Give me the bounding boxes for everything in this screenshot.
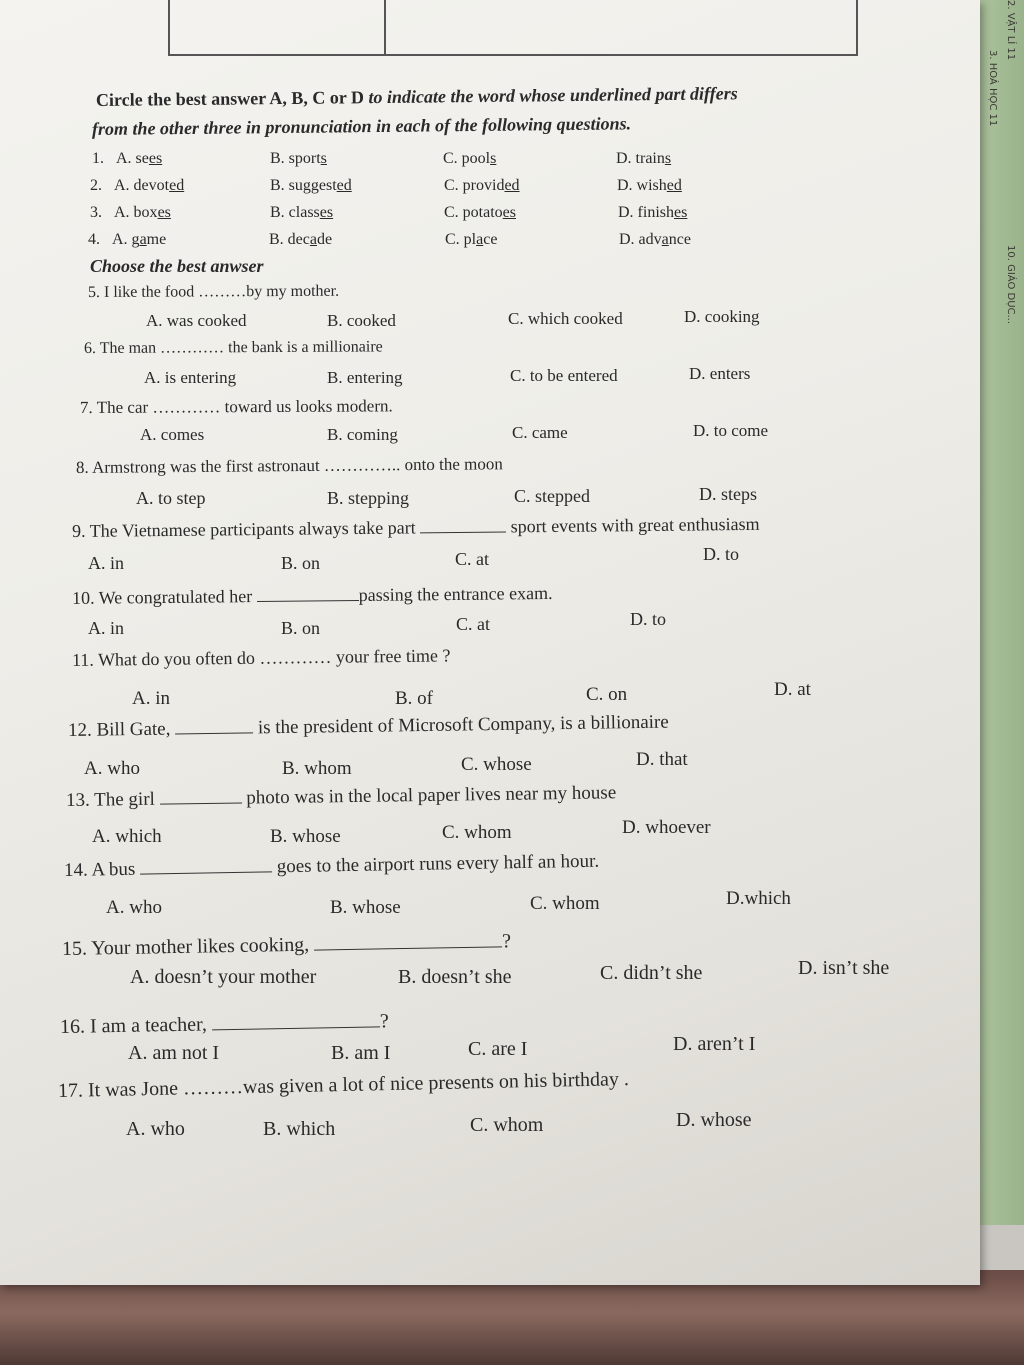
answer-option[interactable]: A. comes (140, 425, 205, 444)
answer-option[interactable]: D. enters (689, 364, 751, 384)
question-stem: 11. What do you often do ………… your free time ? (71, 645, 451, 670)
answer-option[interactable]: D. at (774, 679, 811, 700)
answer-option[interactable]: B. whom (282, 758, 352, 779)
answer-option[interactable]: C. at (456, 614, 490, 634)
side-tab-label-2: 3. HOÁ HỌC 11 (987, 50, 998, 127)
answer-option[interactable]: C. whom (442, 822, 512, 843)
underlined-part: ed (666, 177, 682, 194)
answer-option[interactable]: C. on (586, 684, 628, 705)
answer-blank[interactable]: ………….. (323, 455, 405, 475)
underlined-part: ed (504, 177, 520, 194)
answer-blank[interactable] (159, 784, 241, 805)
question-stem: 14. A bus goes to the airport runs every half an hour. (63, 850, 600, 881)
answer-option[interactable]: B. which (263, 1118, 336, 1140)
underlined-part: es (157, 204, 171, 221)
header-box-divider (384, 0, 386, 54)
section1-heading-italic: to indicate the word whose underlined part differs (363, 83, 738, 108)
answer-option[interactable]: A. who (126, 1118, 185, 1140)
answer-option[interactable]: A. to step (136, 488, 206, 508)
pronunciation-option[interactable]: D. advance (619, 231, 691, 248)
answer-option[interactable]: C. didn’t she (600, 962, 703, 984)
pronunciation-option[interactable]: B. suggested (270, 177, 352, 194)
question-stem: 15. Your mother likes cooking, ? (62, 926, 512, 961)
question-stem: 17. It was Jone ………was given a lot of nice presents on his birthday . (57, 1068, 630, 1102)
pronunciation-option[interactable]: C. provided (444, 177, 520, 194)
underlined-part: ed (169, 177, 185, 194)
question-stem: 9. The Vietnamese participants always take part sport events with great enthusiasm (71, 513, 760, 541)
answer-option[interactable]: B. on (281, 553, 321, 573)
answer-option[interactable]: B. doesn’t she (398, 966, 512, 988)
answer-blank[interactable]: ……… (198, 283, 247, 301)
pronunciation-question-number: 4. (88, 231, 100, 248)
pronunciation-option[interactable]: A. sees (116, 150, 163, 167)
question-stem: 7. The car ………… toward us looks modern. (79, 396, 393, 417)
pronunciation-option[interactable]: A. devoted (114, 177, 185, 194)
question-stem: 12. Bill Gate, is the president of Microsoft Company, is a billionaire (67, 711, 669, 741)
answer-option[interactable]: D. aren’t I (673, 1033, 756, 1055)
answer-option[interactable]: D. cooking (684, 307, 760, 327)
question-stem: 5. I like the food ………by my mother. (87, 282, 340, 301)
underlined-part: a (309, 231, 317, 248)
answer-blank[interactable] (212, 1006, 380, 1030)
answer-option[interactable]: C. at (455, 549, 489, 569)
underlined-part: a (661, 231, 669, 248)
answer-blank[interactable]: ………… (259, 646, 337, 668)
answer-option[interactable]: C. whose (461, 754, 532, 775)
side-tab-label-3: 10. GIÁO DỤC... (1005, 245, 1016, 325)
underlined-part: es (502, 204, 516, 221)
answer-option[interactable]: A. which (92, 826, 162, 847)
pronunciation-question-number: 1. (92, 150, 104, 167)
answer-option[interactable]: A. who (106, 897, 162, 918)
pronunciation-option[interactable]: D. wished (617, 177, 682, 194)
answer-option[interactable]: B. stepping (327, 488, 410, 508)
pronunciation-option[interactable]: B. sports (270, 150, 327, 167)
section1-heading-line2: from the other three in pronunciation in each of the following questions. (91, 113, 632, 139)
answer-blank[interactable]: ………… (152, 397, 225, 417)
pronunciation-option[interactable]: B. decade (269, 231, 333, 248)
section2-heading: Choose the best anwser (90, 256, 264, 276)
answer-blank[interactable] (257, 582, 359, 602)
pronunciation-question-number: 3. (90, 204, 102, 221)
question-stem: 10. We congratulated her passing the entrance exam. (71, 582, 553, 608)
answer-option[interactable]: B. am I (331, 1042, 391, 1064)
pronunciation-option[interactable]: C. place (445, 231, 498, 248)
answer-option[interactable]: D. to come (693, 421, 769, 441)
pronunciation-option[interactable]: A. game (112, 231, 167, 248)
underlined-part: s (664, 150, 672, 167)
pronunciation-option[interactable]: C. pools (443, 150, 497, 167)
answer-option[interactable]: C. which cooked (508, 309, 623, 329)
answer-option[interactable]: C. whom (530, 893, 600, 914)
answer-option[interactable]: C. came (512, 423, 568, 443)
answer-option[interactable]: B. cooked (327, 311, 396, 330)
pronunciation-question-number: 2. (90, 177, 102, 194)
pronunciation-option[interactable]: D. finishes (618, 204, 688, 221)
answer-option[interactable]: A. in (88, 553, 124, 573)
answer-option[interactable]: B. whose (330, 897, 401, 918)
section1-heading-bold: Circle the best answer A, B, C or D (95, 87, 365, 110)
answer-option[interactable]: B. coming (327, 425, 398, 444)
answer-blank[interactable] (140, 852, 272, 874)
underlined-part: ed (336, 177, 352, 194)
answer-option[interactable]: A. who (84, 758, 140, 779)
pronunciation-option[interactable]: C. potatoes (444, 204, 516, 221)
underlined-part: a (476, 231, 484, 248)
answer-option[interactable]: D. that (636, 749, 688, 770)
answer-option[interactable]: D. whose (676, 1109, 752, 1131)
answer-option[interactable]: C. whom (470, 1114, 544, 1136)
answer-blank[interactable]: ……… (182, 1076, 244, 1100)
answer-option[interactable]: A. in (88, 618, 124, 638)
underlined-part: s (490, 150, 497, 167)
pronunciation-option[interactable]: B. classes (270, 204, 334, 221)
underlined-part: es (319, 204, 334, 221)
answer-option[interactable]: B. entering (327, 368, 403, 387)
question-stem: 6. The man ………… the bank is a millionaire (83, 338, 383, 357)
answer-option[interactable]: D. isn’t she (798, 957, 890, 979)
answer-option[interactable]: D. steps (699, 484, 757, 505)
answer-blank[interactable] (175, 713, 253, 734)
answer-option[interactable]: A. doesn’t your mother (130, 966, 317, 988)
answer-option[interactable]: A. am not I (128, 1042, 220, 1064)
header-box (168, 0, 858, 56)
answer-option[interactable]: A. was cooked (146, 311, 247, 330)
underlined-part: es (148, 150, 163, 167)
question-stem: 13. The girl photo was in the local paper lives near my house (65, 782, 617, 811)
answer-option[interactable]: D. to (630, 609, 666, 629)
answer-option[interactable]: B. of (395, 688, 433, 709)
question-stem: 8. Armstrong was the first astronaut ………….. onto the moon (75, 454, 503, 477)
answer-option[interactable]: D. to (703, 544, 739, 564)
answer-option[interactable]: B. whose (270, 826, 341, 847)
question-stem: 16. I am a teacher, ? (60, 1006, 389, 1039)
answer-option[interactable]: C. are I (468, 1038, 528, 1060)
answer-option[interactable]: C. to be entered (510, 366, 618, 386)
answer-blank[interactable] (314, 926, 502, 950)
pronunciation-option[interactable]: A. boxes (114, 204, 171, 221)
answer-blank[interactable]: ………… (160, 339, 229, 357)
answer-option[interactable]: D.which (726, 888, 791, 909)
underlined-part: es (674, 204, 688, 221)
answer-blank[interactable] (420, 513, 506, 533)
side-tab-label-1: 2. VẬT LÍ 11 (1005, 0, 1016, 61)
underlined-part: s (320, 150, 327, 167)
answer-option[interactable]: C. stepped (514, 486, 590, 507)
answer-option[interactable]: B. on (281, 618, 321, 638)
answer-option[interactable]: A. is entering (144, 368, 237, 387)
answer-option[interactable]: D. whoever (622, 817, 711, 838)
section1-heading (96, 83, 738, 111)
answer-option[interactable]: A. in (132, 688, 170, 709)
pronunciation-option[interactable]: D. trains (616, 150, 672, 167)
underlined-part: a (139, 231, 147, 248)
